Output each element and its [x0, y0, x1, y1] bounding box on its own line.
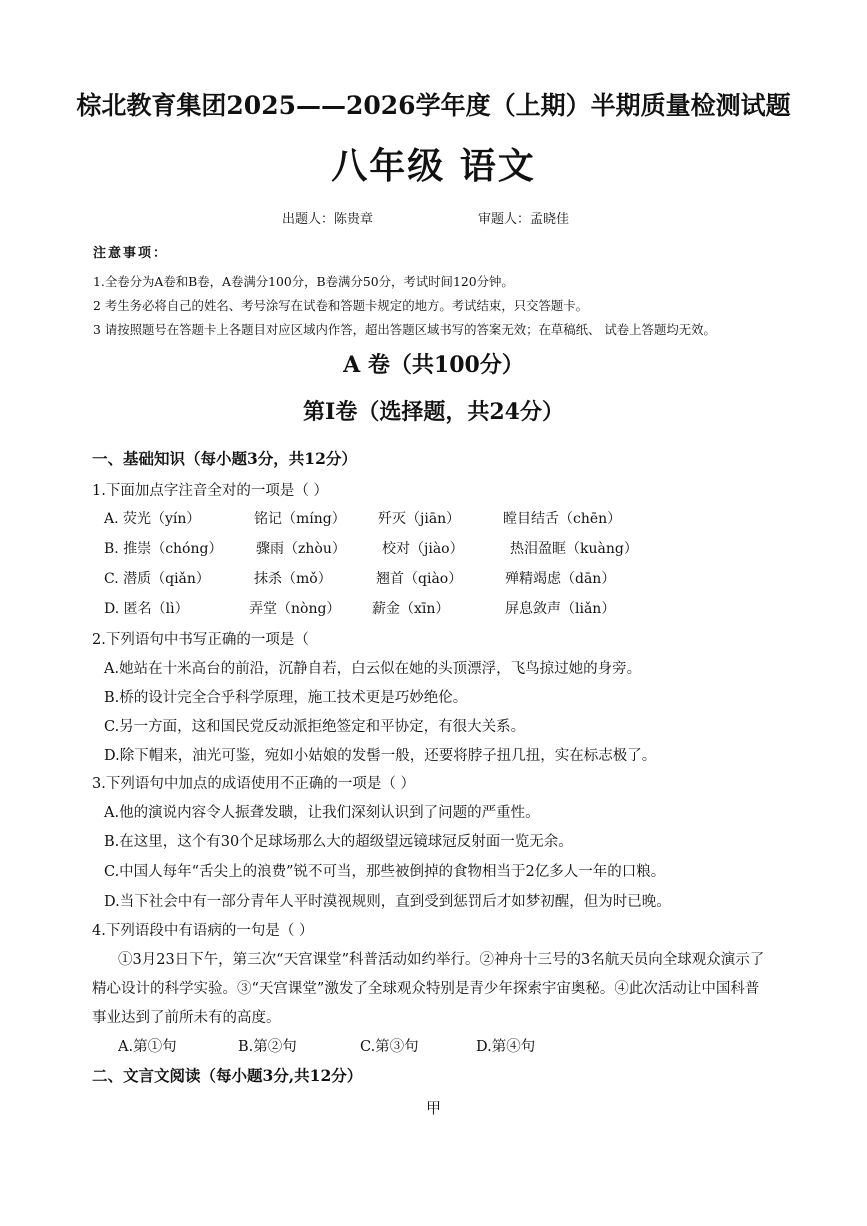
part1-heading: 一、基础知识（每小题3分，共12分）	[92, 449, 357, 468]
notice-item: 2 考生务必将自己的姓名、考号涂写在试卷和答题卡规定的地方。考试结束，只交答题卡。	[93, 298, 589, 313]
q1-option-d-4: 屏息敛声（liǎn）	[505, 601, 616, 617]
q1-option-b-2: 骤雨（zhòu）	[256, 541, 346, 557]
exam-subject: 八年级 语文	[331, 145, 536, 187]
notice-heading: 注意事项：	[93, 246, 169, 261]
q4-paragraph-line: 事业达到了前所未有的高度。	[92, 1010, 281, 1026]
author-name: 出题人：陈贵章	[282, 212, 374, 227]
passage-label: 甲	[425, 1099, 441, 1117]
q4-option-d: D.第④句	[476, 1039, 536, 1055]
q1-option-c-2: 抹杀（mǒ）	[254, 571, 332, 587]
q1-option-a-2: 铭记（míng）	[254, 511, 346, 527]
q1-option-a-1: A. 荧光（yín）	[104, 511, 201, 527]
question-1-stem: 1.下面加点字注音全对的一项是（ ）	[92, 483, 328, 499]
q1-option-d-3: 薪金（xīn）	[372, 601, 450, 617]
notice-item: 1.全卷分为A卷和B卷，A卷满分100分，B卷满分50分，考试时间120分钟。	[93, 274, 514, 289]
q1-option-d-1: D. 匿名（lì）	[104, 601, 189, 617]
q1-option-d-2: 弄堂（nòng）	[249, 601, 341, 617]
q4-paragraph-line: ①3月23日下午，第三次“天宫课堂”科普活动如约举行。②神舟十三号的3名航天员向全球观众演示了	[118, 952, 765, 968]
section-1-heading: 第Ⅰ卷（选择题，共24分）	[303, 399, 564, 425]
question-3-stem: 3.下列语句中加点的成语使用不正确的一项是（ ）	[92, 776, 415, 792]
q1-option-a-4: 瞠目结舌（chēn）	[503, 511, 622, 527]
q2-option-d: D.除下帽来，油光可鉴，宛如小姑娘的发髻一般，还要将脖子扭几扭，实在标志极了。	[104, 748, 657, 764]
q4-option-b: B.第②句	[238, 1039, 297, 1055]
part2-heading: 二、文言文阅读（每小题3分,共12分）	[92, 1066, 363, 1085]
q3-option-a: A.他的演说内容令人振聋发聩，让我们深刻认识到了问题的严重性。	[104, 805, 540, 821]
q1-option-c-4: 殚精竭虑（dān）	[505, 571, 616, 587]
q2-option-a: A.她站在十米高台的前沿，沉静自若，白云似在她的头顶漂浮，飞鸟掠过她的身旁。	[104, 661, 642, 677]
q1-option-c-3: 翘首（qiào）	[376, 571, 463, 587]
reviewer-name: 审题人：孟晓佳	[478, 212, 570, 227]
question-2-stem: 2.下列语句中书写正确的一项是（	[92, 632, 309, 648]
exam-title: 棕北教育集团2025——2026学年度（上期）半期质量检测试题	[76, 91, 791, 120]
q4-option-c: C.第③句	[360, 1039, 419, 1055]
q4-paragraph-line: 精心设计的科学实验。③“天宫课堂”激发了全球观众特别是青少年探索宇宙奥秘。④此次活动让中国科普	[92, 981, 760, 997]
q4-option-a: A.第①句	[118, 1039, 177, 1055]
q1-option-b-1: B. 推崇（chóng）	[104, 541, 223, 557]
question-4-stem: 4.下列语段中有语病的一句是（ ）	[92, 923, 314, 939]
notice-item: 3 请按照题号在答题卡上各题目对应区域内作答，超出答题区域书写的答案无效；在草稿纸、 试卷上答题均无效。	[93, 322, 716, 337]
q2-option-c: C.另一方面，这和国民党反动派拒绝签定和平协定，有很大关系。	[104, 719, 526, 735]
q3-option-b: B.在这里，这个有30个足球场那么大的超级望远镜球冠反射面一览无余。	[104, 834, 573, 850]
q1-option-a-3: 歼灭（jiān）	[378, 511, 461, 527]
section-a-heading: A 卷（共100分）	[343, 352, 524, 378]
q3-option-d: D.当下社会中有一部分青年人平时漠视规则，直到受到惩罚后才如梦初醒，但为时已晚。	[104, 894, 671, 910]
q3-option-c: C.中国人每年“舌尖上的浪费”锐不可当，那些被倒掉的食物相当于2亿多人一年的口粮。	[104, 864, 666, 880]
q1-option-b-4: 热泪盈眶（kuàng）	[510, 541, 638, 557]
q2-option-b: B.桥的设计完全合乎科学原理，施工技术更是巧妙绝伦。	[104, 690, 468, 706]
q1-option-c-1: C. 潜质（qiǎn）	[104, 571, 210, 587]
q1-option-b-3: 校对（jiào）	[382, 541, 464, 557]
